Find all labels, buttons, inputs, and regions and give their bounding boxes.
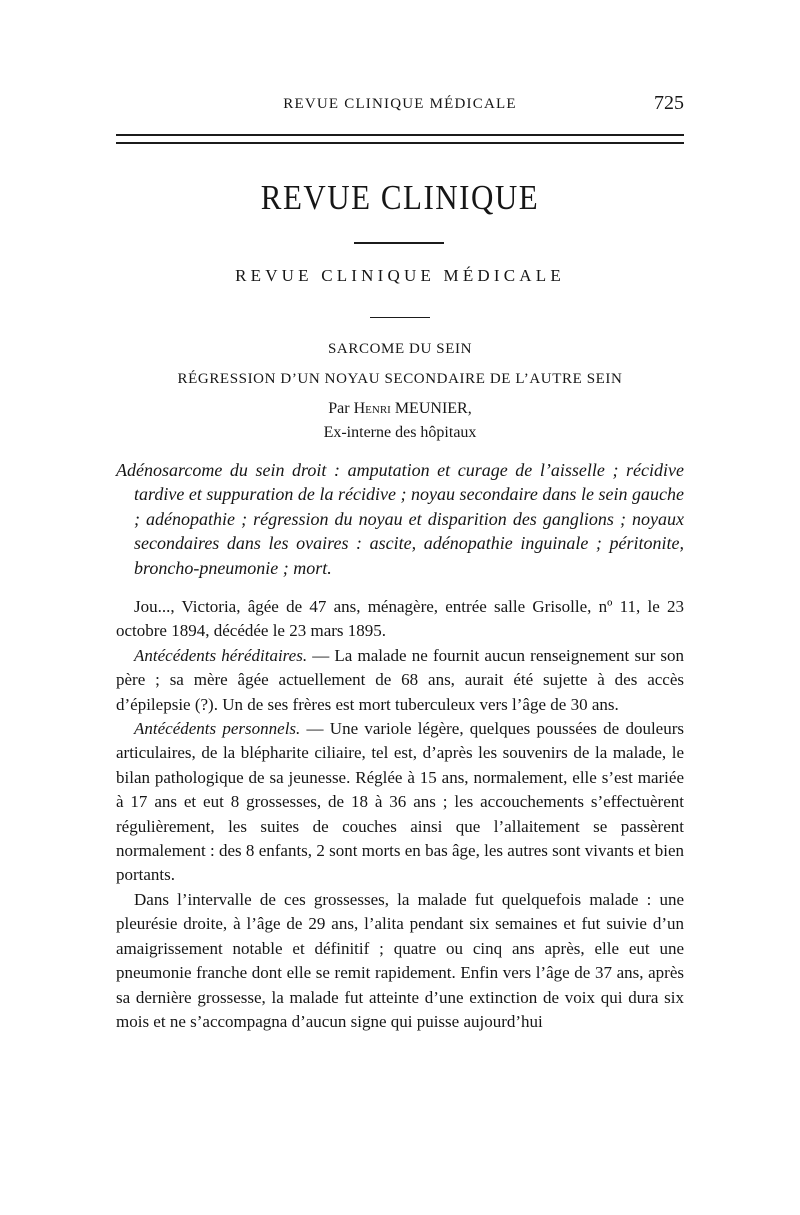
paragraph-patient-intro: Jou..., Victoria, âgée de 47 ans, ménagère, entrée salle Grisolle, nº 11, le 23 octobre 1894, décédée le 23 mars 1895. [116,597,684,641]
author-affiliation: Ex-interne des hôpitaux [323,424,477,441]
heading-hereditary-history: Antécédents héréditaires. [134,645,308,665]
running-title: REVUE CLINIQUE MÉDICALE [283,96,517,112]
header-double-rule [116,134,684,144]
byline [116,400,684,418]
heading-personal-history: Antécédents personnels. [134,719,301,739]
author-last-name: MEUNIER, [390,400,472,417]
article-title-line-2: RÉGRESSION D’UN NOYAU SECONDAIRE DE L’AUTRE SEIN [177,371,623,387]
article-title-line-1: SARCOME DU SEIN [327,341,472,357]
article-body [116,595,684,1034]
page-number: 725 [654,92,684,114]
section-rule [370,317,430,318]
paragraph-hereditary-history [116,644,684,717]
text-personal-history: — Une variole légère, quelques poussées de douleurs articulaires, de la blépharite ciliaire, tel est, d’après les souvenirs de la malade, le bilan pathologique de sa jeunesse. Réglée à 15 ans, normalement, elle s’est mariée à 17 ans et eut 8 grossesses, de 18 à 36 ans ; les accouchements s’effectuèrent régulièrement, les suites de couches ainsi que l’allaitement se passèrent normalement : des 8 enfants, 2 sont morts en bas âge, les autres sont vivants et bien portants. [116,719,685,885]
section-title: REVUE CLINIQUE MÉDICALE [235,266,565,285]
abstract-summary: Adénosarcome du sein droit : amputation et curage de l’aisselle ; récidive tardive et suppuration de la récidive ; noyau secondaire dans le sein gauche ; adénopathie ; régression du noyau et disparition des ganglions ; noyaux secondaires dans les ovaires : ascite, adénopathie inguinale ; péritonite, broncho-pneumonie ; mort. [116,460,684,578]
running-head [116,92,684,120]
paragraph-personal-history [116,717,684,888]
text-hereditary-history: — La malade ne fournit aucun renseignement sur son père ; sa mère âgée actuellement de 68 ans, aurait été sujette à des accès d’épilepsie (?). Un de ses frères est mort tuberculeux vers l’âge de 30 ans. [116,645,685,714]
title-rule [354,242,444,244]
paragraph-intercurrent-illness: Dans l’intervalle de ces grossesses, la malade fut quelquefois malade : une pleurésie droite, à l’âge de 29 ans, l’alita pendant six semaines et fut suivie d’un amaigrissement notable et définitif ; quatre ou cinq ans après, elle eut une pneumonie franche dont elle se remit rapidement. Enfin vers l’âge de 37 ans, après sa dernière grossesse, la malade fut atteinte d’une extinction de voix qui dura six mois et ne s’accompagna d’aucun signe qui puisse aujourd’hui [116,889,684,1031]
byline-prefix: Par [328,400,354,417]
author-first-name: Henri [353,400,391,417]
main-title: REVUE CLINIQUE [260,177,540,218]
